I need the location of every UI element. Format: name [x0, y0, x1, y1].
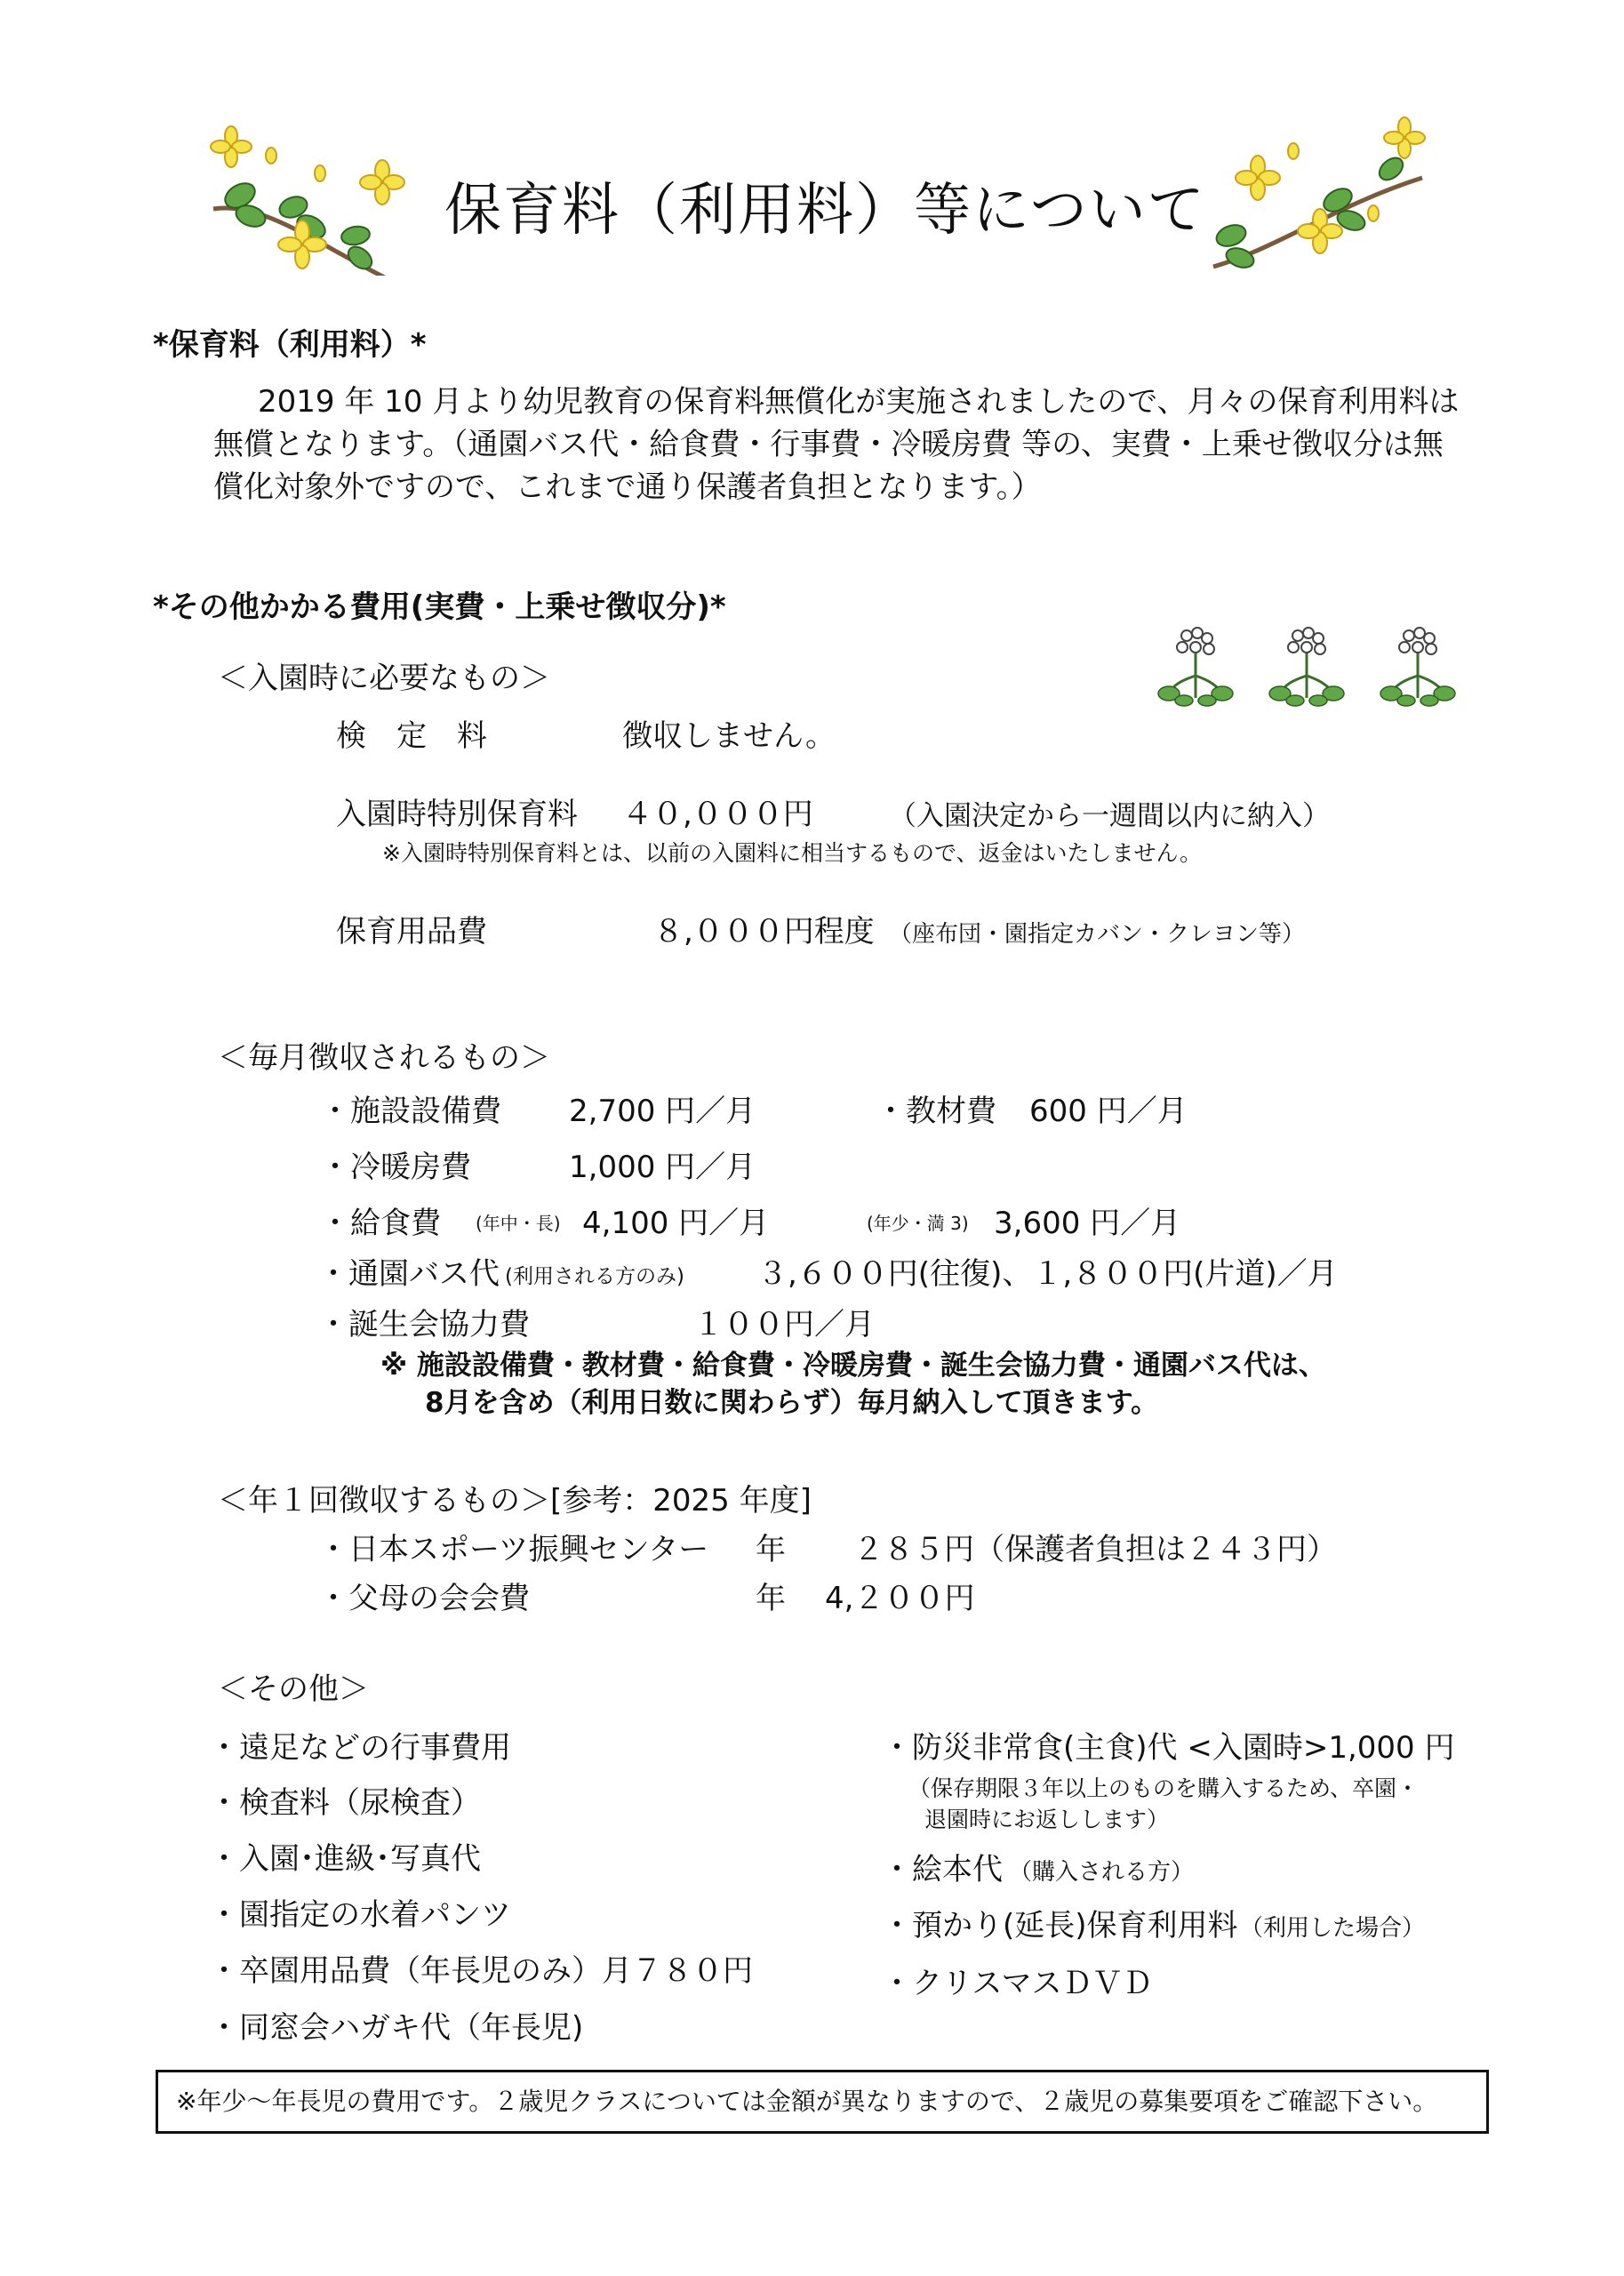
others-item: ・同窓会ハガキ代（年長児): [209, 2010, 584, 2046]
parents-value: 4,２００円: [825, 1581, 975, 1616]
supplies-value: ８,０００円程度: [653, 914, 875, 950]
facility-value: 2,700 円／月: [569, 1094, 756, 1129]
lunch-note-junior: (年少・満 3): [867, 1213, 969, 1234]
fees-paragraph-text: 2019 年 10 月より幼児教育の保育料無償化が実施されましたので、月々の保育利用料は無償となります。（通園バス代・給食費・行事費・冷暖房費 等の、実費・上乗せ徴収分は無償化対象外ですので、これまで通り保護者負担となります。）: [213, 384, 1460, 505]
parents-label: ・父母の会会費: [318, 1581, 530, 1616]
parents-period: 年: [756, 1581, 786, 1616]
page-title: 保育料（利用料）等について: [444, 178, 1206, 244]
bus-note: (利用される方のみ): [505, 1265, 684, 1288]
others-item: ・遠足などの行事費用: [209, 1730, 511, 1766]
section-heading-fees: *保育料（利用料）*: [153, 327, 427, 363]
special-fee-label: 入園時特別保育料: [336, 797, 578, 832]
materials-label: ・教材費: [876, 1094, 996, 1129]
extended-care-note: （利用した場合）: [1240, 1915, 1426, 1942]
exam-fee-value: 徴収しません。: [622, 718, 836, 754]
emergency-food-note1: （保存期限３年以上のものを購入するため、卒園・: [908, 1775, 1420, 1801]
special-fee-note: （入園決定から一週間以内に納入）: [889, 800, 1330, 832]
others-item: ・園指定の水着パンツ: [209, 1897, 511, 1933]
emergency-food-label: ・防災非常食(主食)代 <入園時>1,000 円: [882, 1730, 1455, 1766]
aircon-label: ・冷暖房費: [320, 1150, 471, 1185]
exam-fee-label: 検 定 料: [336, 718, 487, 754]
monthly-notice-line2: 8月を含め（利用日数に関わらず）毎月納入して頂きます。: [425, 1387, 1159, 1419]
christmas-dvd-label: ・クリスマスＤＶＤ: [882, 1966, 1153, 2001]
footer-note-box: [156, 2070, 1489, 2134]
picturebook-note: （購入される方）: [1009, 1859, 1195, 1886]
supplies-label: 保育用品費: [336, 914, 487, 950]
sports-label: ・日本スポーツ振興センター: [318, 1532, 709, 1567]
section-heading-other-costs: *その他かかる費用(実費・上乗せ徴収分)*: [153, 589, 726, 625]
others-item: ・入園･進級･写真代: [209, 1841, 481, 1877]
supplies-note: （座布団・園指定カバン・クレヨン等）: [889, 921, 1306, 948]
flower-branch-left-icon: [204, 120, 418, 276]
fees-paragraph: [213, 381, 1467, 509]
special-fee-value: ４０,０００円: [622, 797, 813, 832]
monthly-heading: ＜毎月徴収されるもの＞: [218, 1040, 550, 1076]
extended-care-label: ・預かり(延長)保育利用料: [882, 1908, 1238, 1943]
lunch-value-junior: 3,600 円／月: [994, 1206, 1181, 1241]
birthday-label: ・誕生会協力費: [318, 1307, 530, 1342]
sports-period: 年: [756, 1532, 786, 1567]
others-heading: ＜その他＞: [218, 1671, 369, 1707]
entry-heading: ＜入園時に必要なもの＞: [218, 661, 550, 696]
yearly-heading: ＜年１回徴収するもの＞[参考：2025 年度]: [218, 1483, 812, 1519]
bus-label: ・通園バス代: [318, 1256, 500, 1292]
footer-note: ※年少～年長児の費用です。２歳児クラスについては金額が異なりますので、２歳児の募集要項をご確認下さい。: [176, 2087, 1438, 2116]
others-item: ・卒園用品費（年長児のみ）月７８０円: [209, 1953, 753, 1989]
bus-value: ３,６００円(往復)、１,８００円(片道)／月: [757, 1256, 1338, 1292]
others-item: ・検査料（尿検査）: [209, 1785, 481, 1821]
lunch-value-senior: 4,100 円／月: [582, 1206, 770, 1241]
materials-value: 600 円／月: [1029, 1094, 1188, 1129]
sports-value: ２８５円（保護者負担は２４３円）: [853, 1532, 1337, 1567]
special-fee-footnote: ※入園時特別保育料とは、以前の入園料に相当するもので、返金はいたしません。: [382, 840, 1202, 866]
emergency-food-note2: 退園時にお返しします）: [924, 1807, 1170, 1832]
monthly-notice-line1: ※ 施設設備費・教材費・給食費・冷暖房費・誕生会協力費・通園バス代は、: [380, 1350, 1326, 1382]
picturebook-label: ・絵本代: [882, 1852, 1003, 1887]
clover-decoration-icon: [1156, 622, 1484, 711]
flower-branch-right-icon: [1204, 116, 1427, 271]
birthday-value: １００円／月: [693, 1307, 875, 1342]
facility-label: ・施設設備費: [320, 1094, 501, 1129]
aircon-value: 1,000 円／月: [569, 1150, 756, 1185]
lunch-label: ・給食費: [320, 1206, 441, 1241]
lunch-note-senior: (年中・長): [476, 1213, 561, 1234]
